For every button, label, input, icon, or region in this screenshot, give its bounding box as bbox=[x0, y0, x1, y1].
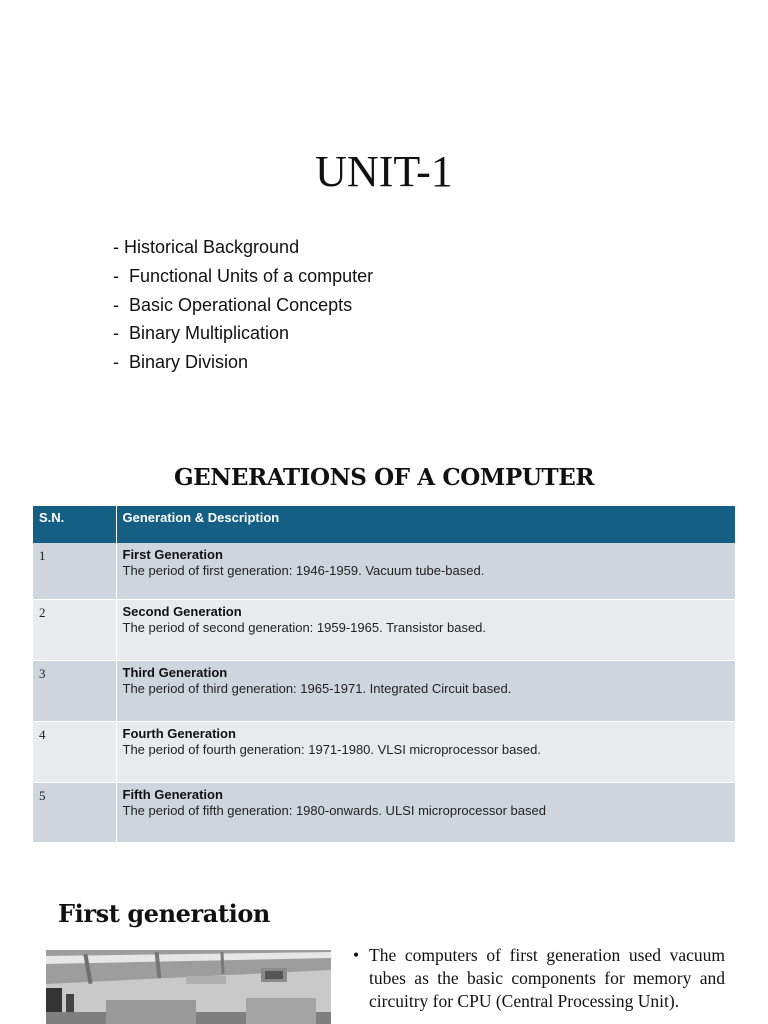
table-row bbox=[33, 782, 735, 842]
generation-name: Fifth Generation bbox=[122, 786, 223, 802]
row-sn: 4 bbox=[33, 721, 116, 782]
first-generation-bullet bbox=[353, 944, 725, 1024]
first-generation-heading: First generation bbox=[58, 899, 270, 928]
generation-name: Second Generation bbox=[122, 603, 242, 619]
page-title: UNIT-1 bbox=[315, 147, 453, 196]
row-sn: 3 bbox=[33, 660, 116, 721]
row-description bbox=[116, 782, 735, 842]
row-description bbox=[116, 599, 735, 660]
topic-item: - Historical Background bbox=[113, 237, 300, 257]
generations-table bbox=[33, 506, 735, 842]
row-description bbox=[116, 543, 735, 599]
vacuum-tube-computer-photo bbox=[46, 950, 331, 1024]
generation-desc: The period of second generation: 1959-1965. Transistor based. bbox=[122, 619, 487, 635]
topic-item: - Basic Operational Concepts bbox=[113, 294, 353, 315]
topic-item: - Binary Multiplication bbox=[113, 323, 290, 344]
row-sn: 1 bbox=[33, 543, 116, 599]
row-sn: 2 bbox=[33, 599, 116, 660]
generation-desc: The period of third generation: 1965-1971. Integrated Circuit based. bbox=[122, 680, 512, 696]
generation-desc: The period of first generation: 1946-1959. Vacuum tube-based. bbox=[122, 563, 485, 578]
generation-name: First Generation bbox=[122, 547, 223, 562]
row-sn: 5 bbox=[33, 782, 116, 842]
bullet-marker: • bbox=[353, 945, 360, 965]
column-header-sn: S.N. bbox=[33, 506, 116, 543]
table-row bbox=[33, 660, 735, 721]
generation-desc: The period of fifth generation: 1980-onwards. ULSI microprocessor based bbox=[122, 802, 546, 818]
table-row bbox=[33, 599, 735, 660]
generations-heading: GENERATIONS OF A COMPUTER bbox=[173, 464, 595, 491]
photo-illustration bbox=[46, 950, 331, 1024]
generation-desc: The period of fourth generation: 1971-1980. VLSI microprocessor based. bbox=[122, 741, 541, 757]
generation-name: Fourth Generation bbox=[122, 725, 236, 741]
table-row bbox=[33, 543, 735, 599]
topic-list bbox=[113, 236, 373, 380]
table-header-row bbox=[33, 506, 735, 543]
column-header-description: Generation & Description bbox=[116, 506, 735, 543]
topic-item: - Functional Units of a computer bbox=[113, 265, 374, 286]
topic-item: - Binary Division bbox=[113, 352, 249, 373]
generation-name: Third Generation bbox=[122, 664, 228, 680]
bullet-text: The computers of first generation used vacuum tubes as the basic components for memory and circuitry for CPU (Central Processing Unit). bbox=[369, 945, 725, 1011]
table-row bbox=[33, 721, 735, 782]
row-description bbox=[116, 721, 735, 782]
row-description bbox=[116, 660, 735, 721]
